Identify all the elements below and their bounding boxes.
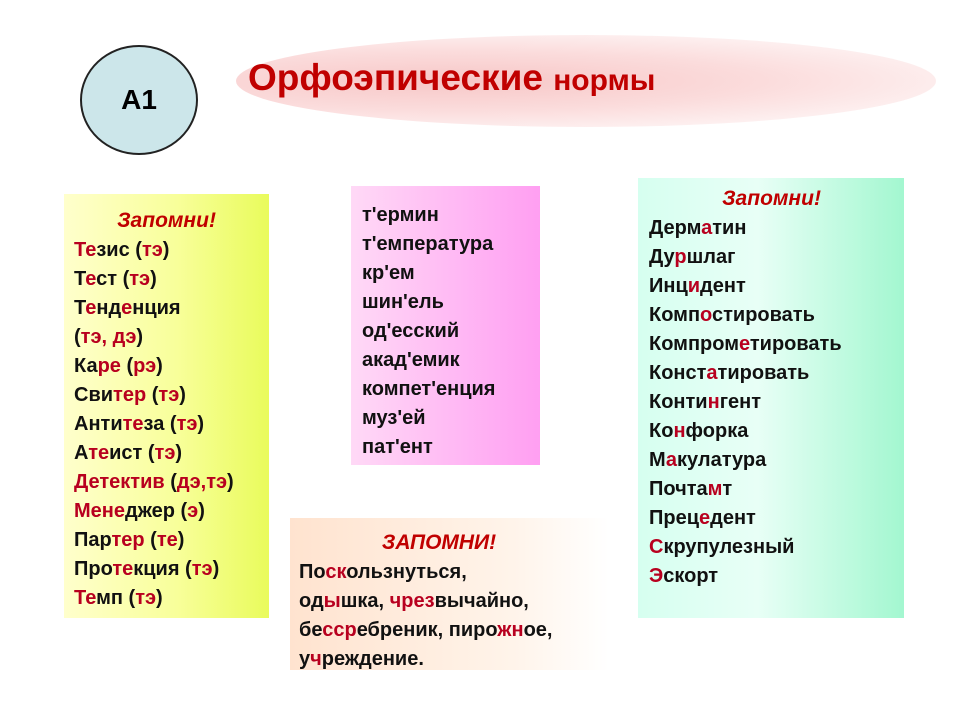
mid-word: пат'ент xyxy=(362,436,433,458)
left-word-list xyxy=(74,236,269,613)
bottom-word: Поскользнуться, xyxy=(299,561,467,583)
mid-word: т'емпература xyxy=(362,233,494,255)
bottom-word: бессребреник, пирожное, xyxy=(299,619,553,641)
left-word: Партер (те) xyxy=(74,529,185,551)
left-heading: Запомни! xyxy=(117,209,216,232)
right-word: Макулатура xyxy=(649,449,767,471)
bottom-word: одышка, чрезвычайно, xyxy=(299,590,529,612)
task-badge: А1 xyxy=(80,45,198,155)
mid-word-list xyxy=(362,201,540,462)
right-word: Дерматин xyxy=(649,217,747,239)
left-word: Темп (тэ) xyxy=(74,587,163,609)
right-word: Инцидент xyxy=(649,275,746,297)
right-rules-box xyxy=(638,178,904,618)
mid-word: шин'ель xyxy=(362,291,444,313)
left-word: Антитеза (тэ) xyxy=(74,413,205,435)
left-word: Тезис (тэ) xyxy=(74,239,170,261)
mid-word: од'есский xyxy=(362,320,460,342)
mid-word: компет'енция xyxy=(362,378,496,400)
bottom-word-list xyxy=(299,558,609,674)
right-word: Контингент xyxy=(649,391,762,413)
bottom-word: учреждение. xyxy=(299,648,424,670)
right-word-list xyxy=(649,214,904,591)
left-word: Детектив (дэ,тэ) xyxy=(74,471,234,493)
mid-word: акад'емик xyxy=(362,349,460,371)
right-word: Компостировать xyxy=(649,304,815,326)
left-word: Менеджер (э) xyxy=(74,500,205,522)
right-heading: Запомни! xyxy=(722,187,821,210)
left-rules-box xyxy=(64,194,269,618)
right-word: Конфорка xyxy=(649,420,749,442)
right-word: Прецедент xyxy=(649,507,756,529)
left-word: (тэ, дэ) xyxy=(74,326,144,348)
left-word: Тенденция xyxy=(74,297,181,319)
mid-word: муз'ей xyxy=(362,407,426,429)
right-word: Дуршлаг xyxy=(649,246,736,268)
right-word: Эскорт xyxy=(649,565,719,587)
mid-word: т'ермин xyxy=(362,204,439,226)
left-word: Свитер (тэ) xyxy=(74,384,186,406)
slide-title: Орфоэпические нормы xyxy=(248,57,656,98)
bottom-heading: ЗАПОМНИ! xyxy=(381,531,497,554)
bottom-rules-box xyxy=(290,518,609,670)
left-word: Каре (рэ) xyxy=(74,355,163,377)
left-word: Атеист (тэ) xyxy=(74,442,183,464)
mid-word: кр'ем xyxy=(362,262,415,284)
left-word: Тест (тэ) xyxy=(74,268,157,290)
right-word: Почтамт xyxy=(649,478,733,500)
left-word: Протекция (тэ) xyxy=(74,558,220,580)
mid-rules-box xyxy=(351,186,540,465)
right-word: Скрупулезный xyxy=(649,536,795,558)
right-word: Констатировать xyxy=(649,362,810,384)
right-word: Компрометировать xyxy=(649,333,842,355)
